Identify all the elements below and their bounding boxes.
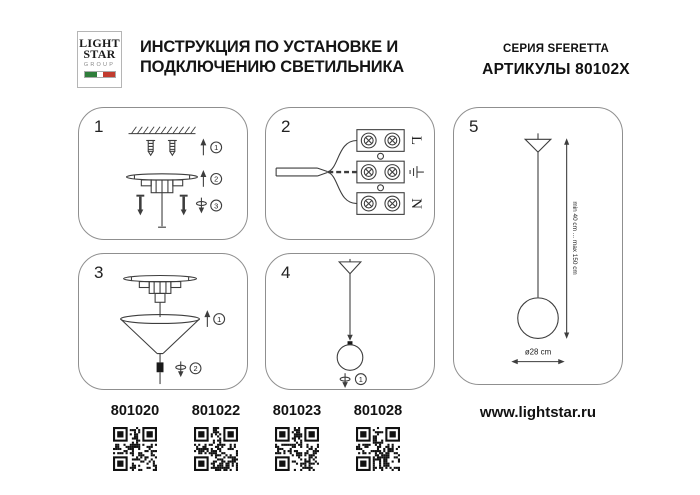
wire-neutral (327, 172, 357, 204)
logo-word-light: LIGHT (79, 36, 120, 50)
series-block (458, 43, 654, 79)
height-dimension-arrow (564, 138, 569, 339)
step-3-number: 3 (94, 263, 104, 282)
step-5-diagram (454, 108, 622, 384)
wire-live (327, 141, 357, 173)
callout-3: 3 (214, 201, 219, 211)
page-title-line2: ПОДКЛЮЧЕНИЮ СВЕТИЛЬНИКА (140, 58, 405, 76)
screwdriver-turn-icon (340, 373, 350, 388)
down-arrow-icon (347, 335, 353, 341)
logo-word-group: GROUP (83, 62, 116, 68)
qr-code (113, 427, 157, 471)
callout-1: 1 (217, 314, 222, 324)
dowel-icon (146, 141, 155, 156)
website-url: www.lightstar.ru (479, 404, 597, 421)
cone-shade-icon (121, 315, 200, 354)
series-label: СЕРИЯ SFERETTA (502, 43, 609, 55)
step-2-diagram (266, 108, 434, 239)
ferrule (157, 362, 164, 372)
terminal-label-live: L (408, 135, 425, 146)
article-code: 801028 (353, 403, 403, 419)
screw-icon (136, 196, 144, 216)
terminal-block-icon (357, 130, 404, 215)
diameter-dimension-arrow (511, 359, 564, 364)
step-4-panel (265, 253, 435, 390)
page-title (140, 37, 420, 77)
terminal-label-neutral: N (408, 198, 425, 209)
earth-icon (410, 166, 424, 178)
callout-1: 1 (214, 143, 219, 153)
height-range-label: min 40 cm ... max 150 cm (571, 201, 579, 275)
step-5-number: 5 (469, 117, 479, 136)
sphere-shade-icon (518, 298, 559, 339)
screw-icon (180, 196, 188, 216)
up-arrow-icon (200, 139, 206, 156)
ceiling-hatch-icon (129, 127, 196, 134)
qr-code (194, 427, 238, 471)
step-2-panel (265, 107, 435, 240)
italian-flag-icon (84, 71, 116, 78)
screwdriver-turn-icon (176, 361, 186, 377)
suspension-rod (158, 193, 166, 227)
callout-2: 2 (193, 364, 198, 374)
cable-icon (276, 168, 327, 176)
step-5-panel (453, 107, 623, 385)
page-title-line1: ИНСТРУКЦИЯ ПО УСТАНОВКЕ И (140, 38, 399, 56)
step-4-number: 4 (281, 263, 291, 282)
step-1-diagram (79, 108, 247, 239)
article-code: 801023 (272, 403, 322, 419)
qr-code (356, 427, 400, 471)
article-code: 801020 (110, 403, 160, 419)
up-arrow-icon (204, 310, 210, 327)
flag-red-stripe (103, 72, 115, 77)
step-1-number: 1 (94, 117, 104, 136)
step-3-panel (78, 253, 248, 390)
callout-2: 2 (214, 174, 219, 184)
step-2-number: 2 (281, 117, 291, 136)
sphere-shade-icon (337, 345, 363, 371)
articles-title: АРТИКУЛЫ 80102X (482, 61, 630, 78)
callout-1: 1 (358, 374, 363, 384)
screwdriver-turn-icon (196, 198, 206, 214)
article-code: 801022 (191, 403, 241, 419)
step-4-diagram (266, 254, 434, 389)
up-arrow-icon (200, 170, 206, 187)
cone-canopy-icon (339, 259, 361, 274)
flag-green-stripe (85, 72, 97, 77)
diameter-label: ø28 cm (524, 347, 552, 357)
canopy-plate-icon (124, 275, 197, 317)
dowel-icon (168, 141, 177, 156)
logo-word-star: STAR (83, 47, 116, 61)
step-1-panel (78, 107, 248, 240)
qr-code (275, 427, 319, 471)
step-3-diagram (79, 254, 247, 389)
canopy-plate-icon (127, 174, 198, 193)
lightstar-logo (77, 31, 122, 88)
cone-canopy-icon (525, 133, 551, 152)
